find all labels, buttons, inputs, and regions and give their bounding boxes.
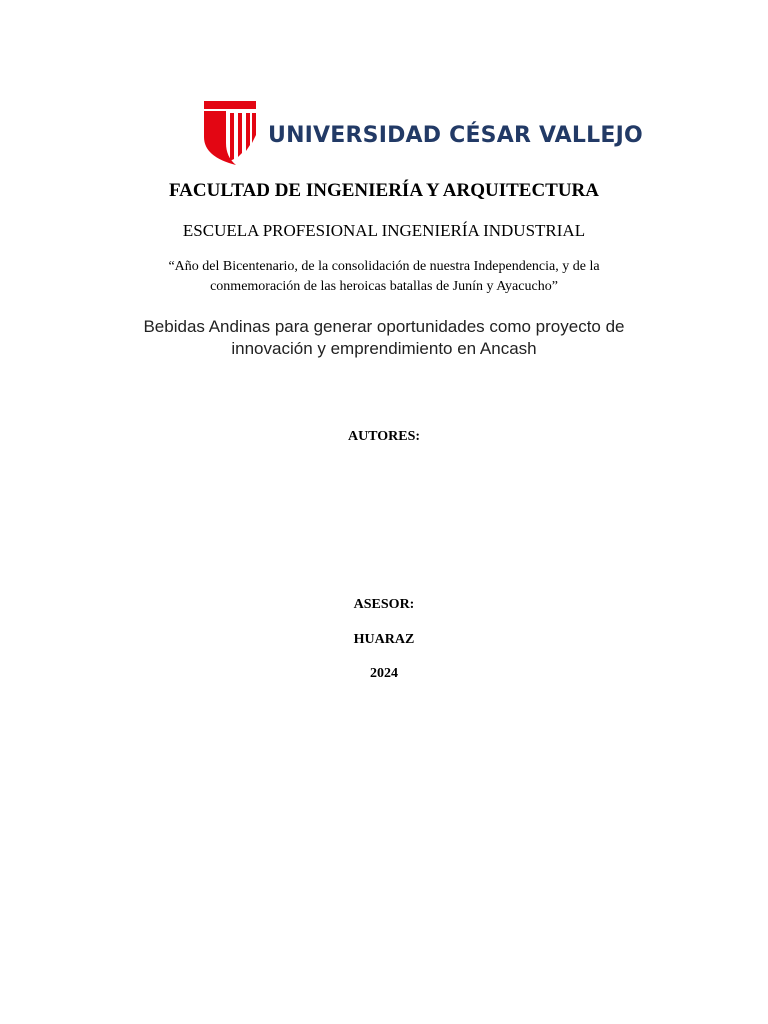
university-shield-icon	[202, 99, 258, 167]
school-heading: ESCUELA PROFESIONAL INGENIERÍA INDUSTRIAL	[182, 221, 586, 240]
year-label: 2024	[370, 666, 398, 681]
document-title: Bebidas Andinas para generar oportunidades como proyecto de innovación y emprendimiento en Ancash	[143, 317, 625, 358]
university-wordmark: UNIVERSIDAD CÉSAR VALLEJO	[268, 122, 643, 148]
authors-label: AUTORES:	[347, 429, 421, 444]
university-logo	[202, 98, 643, 168]
city-label: HUARAZ	[353, 632, 415, 647]
year-motto: “Año del Bicentenario, de la consolidación de nuestra Independencia, y de la conmemoración de las heroicas batallas de Junín y Ayacucho”	[168, 259, 600, 294]
advisor-label: ASESOR:	[353, 597, 415, 612]
faculty-heading: FACULTAD DE INGENIERÍA Y ARQUITECTURA	[168, 180, 600, 201]
